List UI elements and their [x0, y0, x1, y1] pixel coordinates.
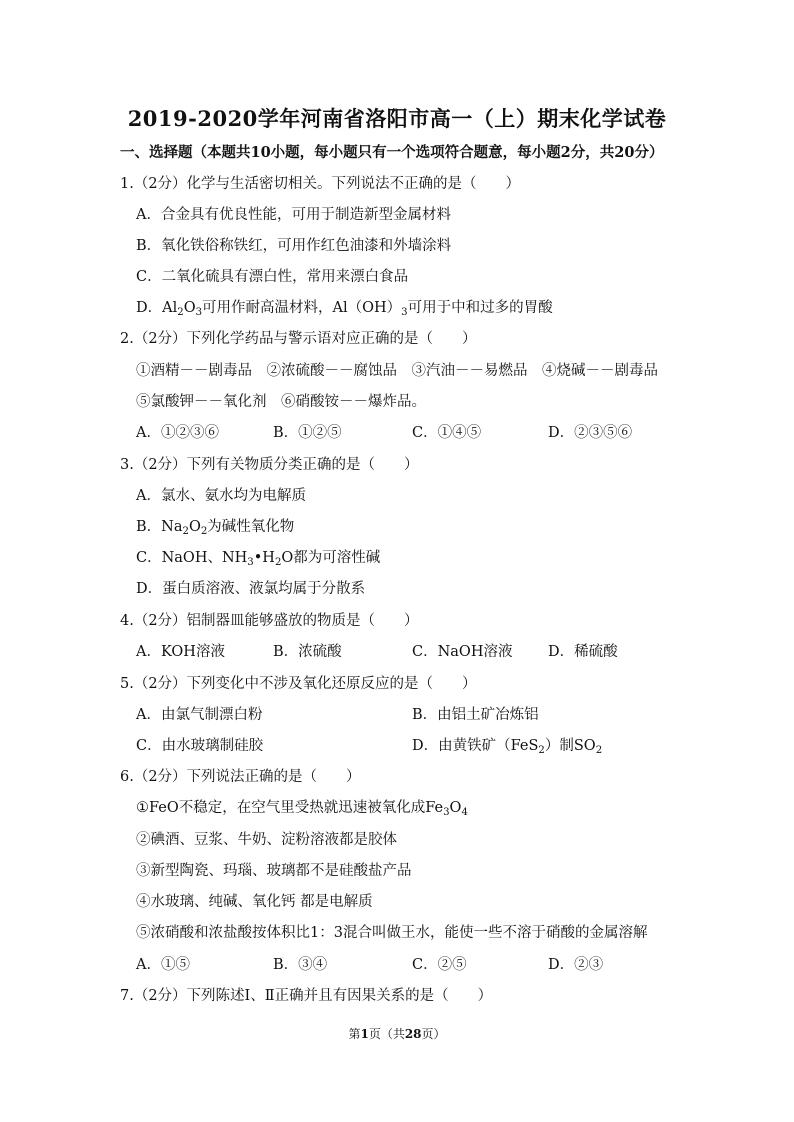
question-6-option-b: B．③④: [273, 957, 328, 973]
question-6-statement-2: ②碘酒、豆浆、牛奶、淀粉溶液都是胶体: [136, 832, 397, 848]
question-1-stem: 1.（2分）化学与生活密切相关。下列说法不正确的是（ ）: [120, 176, 521, 192]
page-total: 28: [404, 1027, 422, 1041]
question-2-option-d: D．②③⑤⑥: [548, 425, 633, 441]
page-footer: 第1页（共28页）: [348, 1027, 446, 1041]
question-2-list-line-2: ⑤氯酸钾－－氧化剂 ⑥硝酸铵－－爆炸品。: [136, 394, 426, 410]
question-3-option-b: B．$Na_2O_2$为碱性氧化物: [136, 519, 295, 537]
question-6-stem: 6.（2分）下列说法正确的是（ ）: [120, 769, 361, 785]
question-6-statement-3: ③新型陶瓷、玛瑙、玻璃都不是硅酸盐产品: [136, 863, 412, 879]
question-2-stem: 2.（2分）下列化学药品与警示语对应正确的是（ ）: [120, 331, 477, 347]
page-number: 1: [360, 1027, 369, 1041]
question-3-stem: 3.（2分）下列有关物质分类正确的是（ ）: [120, 457, 419, 473]
question-1-option-b: B．氧化铁俗称铁红，可用作红色油漆和外墙涂料: [136, 238, 452, 254]
question-1-option-a: A．合金具有优良性能，可用于制造新型金属材料: [136, 207, 451, 223]
question-3-option-a: A．氯水、氨水均为电解质: [136, 488, 306, 504]
question-5-option-b: B．由铝土矿冶炼铝: [412, 707, 539, 723]
question-1-option-d: D．$Al_2O_3$可用作耐高温材料，$Al(OH)_3$可用于中和过多的胃酸: [136, 300, 553, 318]
question-6-option-c: C．②⑤: [412, 957, 467, 973]
question-7-stem: 7.（2分）下列陈述Ⅰ、Ⅱ正确并且有因果关系的是（ ）: [120, 988, 493, 1004]
question-6-statement-5: ⑤浓硝酸和浓盐酸按体积比1：3混合叫做王水，能使一些不溶于硝酸的金属溶解: [136, 925, 648, 941]
question-3-option-d: D．蛋白质溶液、液氯均属于分散系: [136, 581, 366, 597]
question-4-option-d: D．稀硫酸: [548, 644, 618, 660]
question-4-option-b: B．浓硫酸: [273, 644, 342, 660]
question-5-option-a: A．由氯气制漂白粉: [136, 707, 263, 723]
question-5-stem: 5.（2分）下列变化中不涉及氧化还原反应的是（ ）: [120, 676, 477, 692]
question-5-option-c: C．由水玻璃制硅胶: [136, 738, 264, 754]
question-5-option-d: D．由黄铁矿（FeS$_2$）制$SO_2$: [412, 738, 603, 756]
question-4-stem: 4.（2分）铝制器皿能够盛放的物质是（ ）: [120, 613, 419, 629]
question-4-option-a: A．KOH溶液: [136, 644, 225, 660]
question-2-option-a: A．①②③⑥: [136, 425, 219, 441]
question-2-option-c: C．①④⑤: [412, 425, 482, 441]
question-6-statement-4: ④水玻璃、纯碱、氧化钙 都是电解质: [136, 894, 373, 910]
question-6-option-d: D．②③: [548, 957, 604, 973]
question-2-option-b: B．①②⑤: [273, 425, 342, 441]
question-2-list-line-1: ①酒精－－剧毒品 ②浓硫酸－－腐蚀品 ③汽油－－易燃品 ④烧碱－－剧毒品: [136, 363, 658, 379]
page-title: 2019-2020学年河南省洛阳市高一（上）期末化学试卷: [127, 106, 667, 131]
question-6-statement-1: ①FeO不稳定，在空气里受热就迅速被氧化成$Fe_3O_4$: [136, 800, 468, 818]
question-6-option-a: A．①⑤: [136, 957, 190, 973]
question-1-option-c: C．二氧化硫具有漂白性，常用来漂白食品: [136, 269, 409, 285]
section-heading: 一、选择题（本题共10小题，每小题只有一个选项符合题意，每小题2分，共20分）: [120, 144, 664, 161]
question-4-option-c: C．NaOH溶液: [412, 644, 513, 660]
question-3-option-c: C．NaOH、$NH_3•H_2O$都为可溶性碱: [136, 550, 381, 568]
